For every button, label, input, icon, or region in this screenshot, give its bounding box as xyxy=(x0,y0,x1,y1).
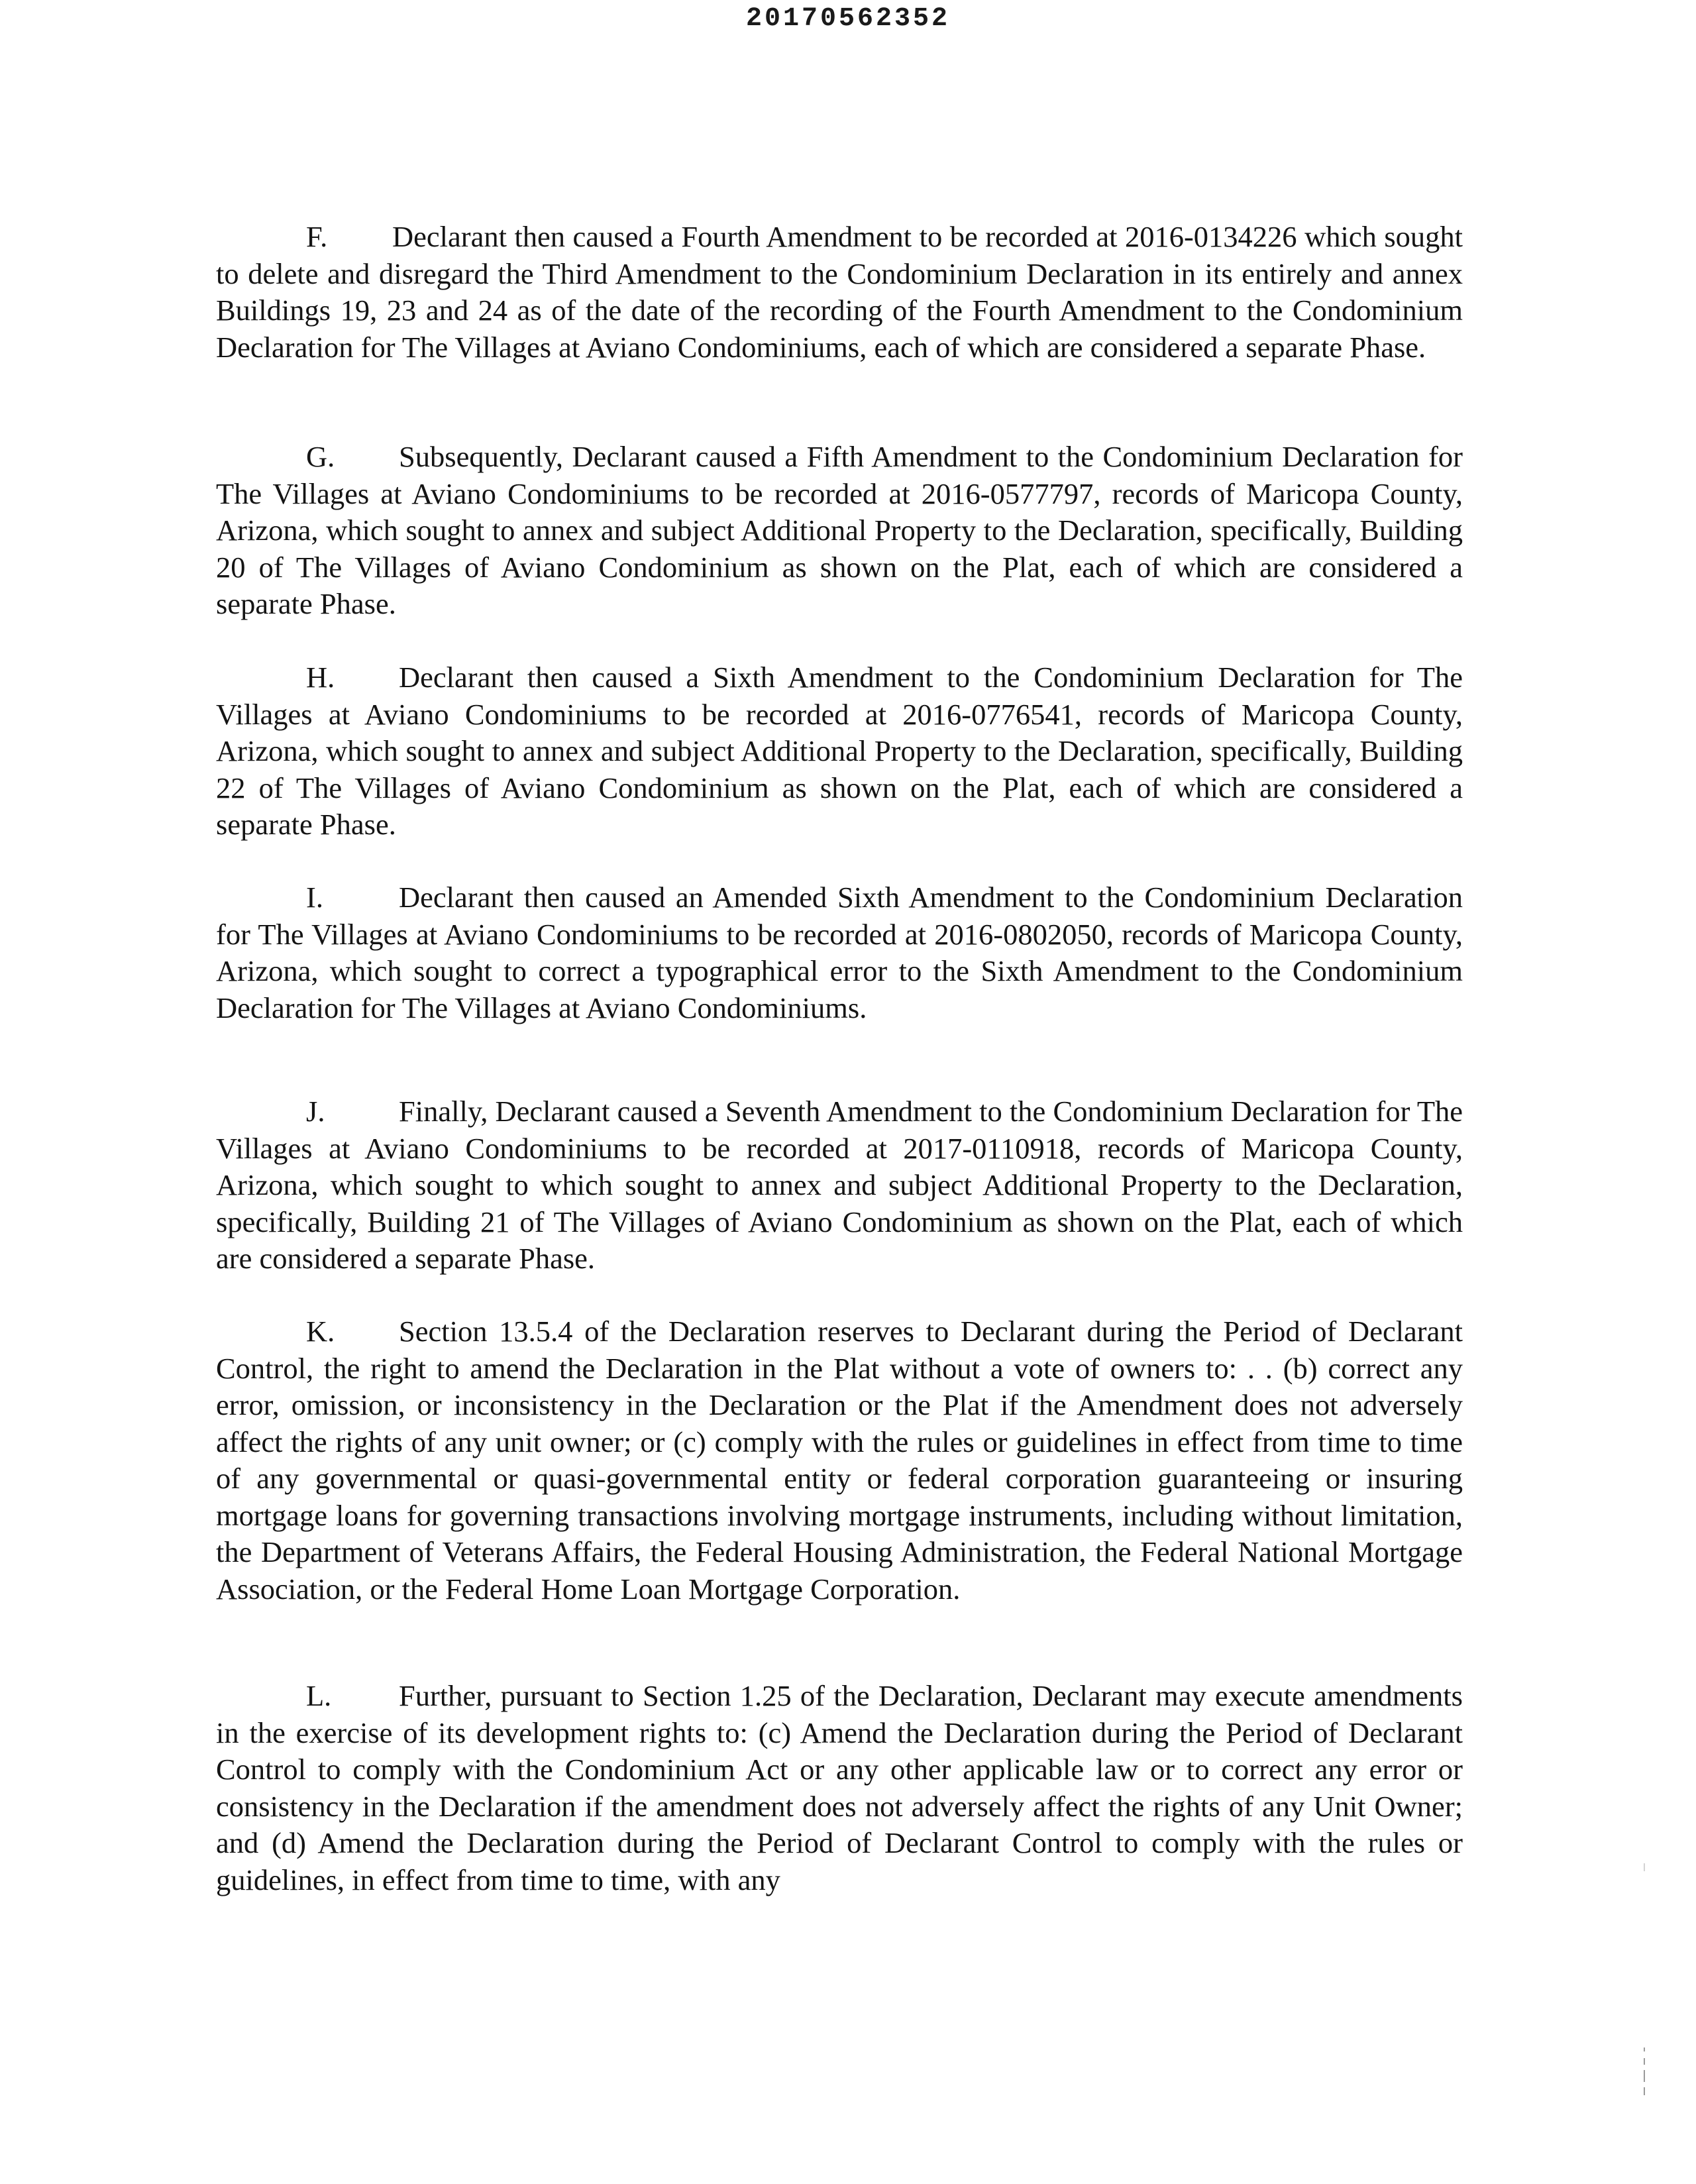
recital-paragraph-l xyxy=(216,1678,1463,1898)
recital-paragraph-j xyxy=(216,1093,1463,1278)
paragraph-letter: J. xyxy=(306,1095,325,1128)
scan-artifact xyxy=(1644,2048,1645,2051)
recital-paragraph-h xyxy=(216,659,1463,844)
paragraph-letter: H. xyxy=(306,661,335,694)
scan-artifact xyxy=(1644,2070,1645,2082)
scan-artifact xyxy=(1644,2058,1645,2065)
recital-paragraph-i xyxy=(216,879,1463,1026)
paragraph-text: Declarant then caused a Fourth Amendment to be recorded at 2016-0134226 which sought to delete and disregard the Third Amendment to the Condominium Declaration in its entirely and annex Buildings 19, 23 and 24 as of the date of the recording of the Fourth Amendment to the Condominium Declaration for The Villages at Aviano Condominiums, each of which are considered a separate Phase. xyxy=(216,220,1463,364)
paragraph-letter: I. xyxy=(306,881,323,914)
paragraph-letter: L. xyxy=(306,1679,332,1712)
recital-paragraph-g xyxy=(216,439,1463,623)
recording-number: 20170562352 xyxy=(745,4,951,34)
paragraph-text: Declarant then caused a Sixth Amendment to the Condominium Declaration for The Villages at Aviano Condominiums to be recorded at 2016-0776541, records of Maricopa County, Arizona, which sought to annex and subject Additional Property to the Declaration, specifically, Building 22 of The Villages of Aviano Condominium as shown on the Plat, each of which are considered a separate Phase. xyxy=(216,661,1463,841)
paragraph-letter: F. xyxy=(306,220,328,253)
paragraph-letter: K. xyxy=(306,1315,335,1348)
paragraph-text: Declarant then caused an Amended Sixth Amendment to the Condominium Declaration for The Villages at Aviano Condominiums to be recorded at 2016-0802050, records of Maricopa County, Arizona, which sought to correct a typographical error to the Sixth Amendment to the Condominium Declaration for The Villages at Aviano Condominiums. xyxy=(216,881,1463,1024)
paragraph-letter: G. xyxy=(306,440,335,473)
paragraph-text: Further, pursuant to Section 1.25 of the Declaration, Declarant may execute amendments in the exercise of its development rights to: (c) Amend the Declaration during the Period of Declarant Control to comply with the Condominium Act or any other applicable law or to correct any error or consistency in the Declaration if the amendment does not adversely affect the rights of any Unit Owner; and (d) Amend the Declaration during the Period of Declarant Control to comply with the rules or guidelines, in effect from time to time, with any xyxy=(216,1679,1463,1896)
scan-artifact xyxy=(1644,2087,1645,2095)
paragraph-text: Finally, Declarant caused a Seventh Amendment to the Condominium Declaration for The Villages at Aviano Condominiums to be recorded at 2017-0110918, records of Maricopa County, Arizona, which sought to which sought to annex and subject Additional Property to the Declaration, specifically, Building 21 of The Villages of Aviano Condominium as shown on the Plat, each of which are considered a separate Phase. xyxy=(216,1095,1463,1275)
recital-paragraph-f xyxy=(216,219,1463,366)
recital-paragraph-k xyxy=(216,1313,1463,1608)
paragraph-text: Subsequently, Declarant caused a Fifth Amendment to the Condominium Declaration for The Villages at Aviano Condominiums to be recorded at 2016-0577797, records of Maricopa County, Arizona, which sought to annex and subject Additional Property to the Declaration, specifically, Building 20 of The Villages of Aviano Condominium as shown on the Plat, each of which are considered a separate Phase. xyxy=(216,440,1463,620)
scan-artifact xyxy=(1644,1863,1645,1871)
paragraph-text: Section 13.5.4 of the Declaration reserves to Declarant during the Period of Declarant Control, the right to amend the Declaration in the Plat without a vote of owners to: . . (b) correct any error, omission, or inconsistency in the Declaration or the Plat if the Amendment does not adversely affect the rights of any unit owner; or (c) comply with the rules or guidelines in effect from time to time of any governmental or quasi-governmental entity or federal corporation guaranteeing or insuring mortgage loans for governing transactions involving mortgage instruments, including without limitation, the Department of Veterans Affairs, the Federal Housing Administration, the Federal National Mortgage Association, or the Federal Home Loan Mortgage Corporation. xyxy=(216,1315,1463,1606)
